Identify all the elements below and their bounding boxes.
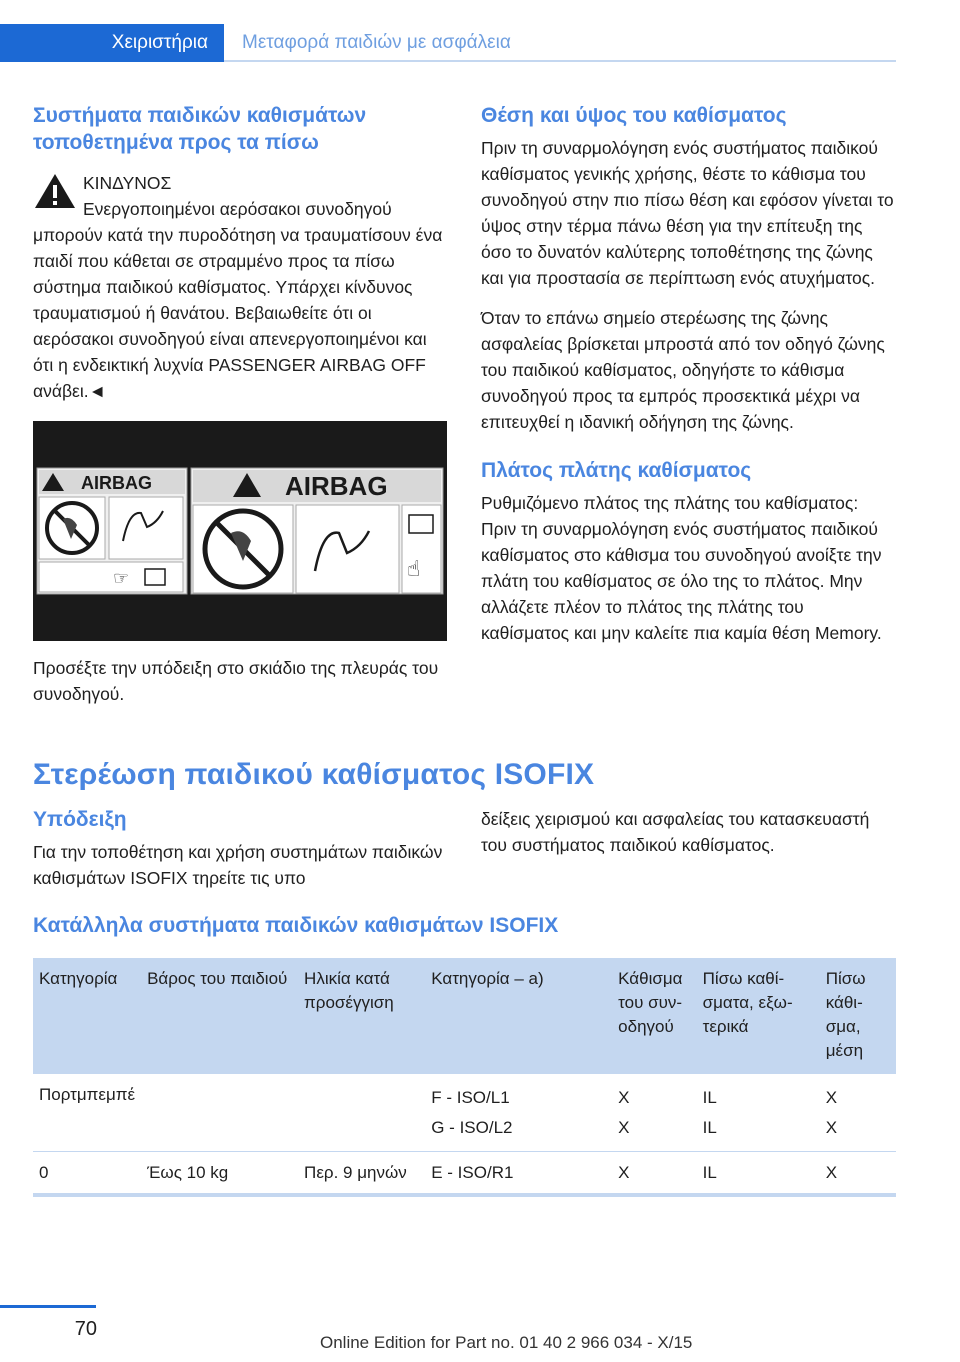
cell-age (298, 1074, 425, 1152)
note-text-left: Για την τοποθέτηση και χρήση συστημάτων παιδικών καθισμάτων ISOFIX τηρείτε τις υπο (33, 842, 443, 888)
cell-weight (141, 1074, 298, 1152)
cell-class-line: G - ISO/L2 (431, 1118, 513, 1137)
table-header-row (33, 958, 896, 1074)
cell-class (425, 1074, 612, 1152)
svg-text:☞: ☞ (113, 568, 130, 589)
column-header: Κατηγορία – a) (425, 958, 612, 1074)
table-row (33, 1152, 896, 1196)
cell-rear-middle-line: X (825, 1118, 838, 1137)
cell-rear-middle-line: X (825, 1088, 838, 1107)
backrest-width-paragraph: Ρυθμιζόμενο πλάτος της πλάτης του καθίσματος: Πριν τη συναρμολόγηση ενός συστήματος παιδικού καθίσματος στο κάθισμα του συνοδηγού ανοίξτε την πλάτη του καθίσματος σε όλο της το πλάτος. Μην αλλάζετε πλέον το πλάτος της πλάτης του καθίσματος και μην καλείτε πια καμία θέση Memory. (481, 493, 882, 643)
cell-class-line: F - ISO/L1 (431, 1088, 510, 1107)
airbag-label-image (33, 421, 447, 641)
cell-passenger: X (612, 1152, 696, 1196)
cell-class: E - ISO/R1 (425, 1152, 612, 1196)
large-airbag-text: AIRBAG (285, 471, 388, 501)
isofix-table-title: Κατάλληλα συστήματα παιδικών καθισμάτων ISOFIX (33, 914, 559, 937)
cell-passenger-line: X (618, 1118, 630, 1137)
svg-text:☝: ☝ (407, 557, 421, 582)
isofix-table (33, 958, 896, 1197)
cell-rear-outer-line: IL (702, 1118, 717, 1137)
isofix-note-continued (481, 806, 895, 858)
note-heading: Υπόδειξη (33, 808, 127, 831)
column-header: Κάθισμα του συνοδηγού (612, 958, 696, 1074)
cell-rear-middle (820, 1074, 896, 1152)
page-header (0, 24, 896, 62)
warning-first-line: Ενεργοποιημένοι αερόσακοι συνοδηγού (83, 199, 392, 219)
caption-text: Προσέξτε την υπόδειξη στο σκιάδιο της πλευράς του συνοδηγού. (33, 658, 439, 704)
belt-guide-paragraph: Όταν το επάνω σημείο στερέωσης της ζώνης ασφαλείας βρίσκεται μπροστά από τον οδηγό ζώνης του παιδικού καθίσματος, οδηγήστε το κάθισμα συνοδηγού προς τα εμπρός προσεκτικά μέχρι να επιτευχθεί η ιδανική οδήγηση της ζώνης. (481, 308, 885, 432)
small-airbag-text: AIRBAG (81, 473, 152, 493)
image-caption (33, 655, 447, 707)
tab-controls[interactable]: Χειριστήρια (0, 24, 224, 62)
cell-age: Περ. 9 μηνών (298, 1152, 425, 1196)
cell-category: Πορτμπεμπέ (33, 1074, 141, 1152)
seat-position-paragraph: Πριν τη συναρμολόγηση ενός συστήματος παιδικού καθίσματος γενικής χρήσης, θέστε το κάθισμα του συνοδηγού στην πιο πίσω θέση και εφόσον γίνεται το ύψος στην τέρμα πάνω θέση για την επίτευξη της όσο το δυνατόν καλύτερης τοποθέτησης της ζώνης και για προστασία σε περίπτωση ενός ατυχήματος. (481, 138, 894, 288)
isofix-note (33, 806, 447, 891)
left-column (33, 102, 447, 404)
cell-passenger (612, 1074, 696, 1152)
danger-warning (33, 170, 447, 404)
cell-category: 0 (33, 1152, 141, 1196)
cell-weight: Έως 10 kg (141, 1152, 298, 1196)
cell-rear-middle: X (820, 1152, 896, 1196)
cell-rear-outer: IL (697, 1152, 820, 1196)
column-header: Βάρος του παιδιού (141, 958, 298, 1074)
warning-title: ΚΙΝΔΥΝΟΣ (83, 173, 172, 193)
note-text-right: δείξεις χειρισμού και ασφαλείας του κατασκευαστή του συστήματος παιδικού καθίσματος. (481, 809, 870, 855)
tab-section-title[interactable]: Μεταφορά παιδιών με ασφάλεια (224, 24, 896, 62)
warning-body: μπορούν κατά την πυροδότηση να τραυματίσουν ένα παιδί που κάθεται σε στραμμένο προς τα πίσω σύστημα παιδικού καθίσματος. Υπάρχει κίνδυνος τραυματισμού ή θανάτου. Βεβαιωθείτε ότι οι αερόσακοι συνοδηγού είναι απενεργοποιημένοι και ότι η ενδεικτική λυχνία PASSENGER AIRBAG OFF ανάβει.◄ (33, 225, 443, 401)
column-header: Ηλικία κατά προσέγγιση (298, 958, 425, 1074)
footer-edition: Online Edition for Part no. 01 40 2 966 034 - X/15 (320, 1333, 693, 1352)
column-header: Πίσω κάθισμα, μέση (820, 958, 896, 1074)
cell-passenger-line: X (618, 1088, 630, 1107)
table-row (33, 1074, 896, 1152)
header-divider (224, 60, 896, 62)
page-number: 70 (74, 1318, 97, 1340)
footer-accent-bar (0, 1305, 96, 1308)
column-header: Κατηγορία (33, 958, 141, 1074)
warning-triangle-icon (33, 172, 77, 210)
cell-rear-outer (697, 1074, 820, 1152)
cell-rear-outer-line: IL (702, 1088, 717, 1107)
rear-facing-heading: Συστήματα παιδικών καθισμάτων τοποθετημένα προς τα πίσω (33, 104, 367, 154)
seat-position-heading: Θέση και ύψος του καθίσματος (481, 104, 787, 127)
backrest-width-heading: Πλάτος πλάτης καθίσματος (481, 459, 752, 482)
isofix-title: Στερέωση παιδικού καθίσματος ISOFIX (33, 758, 595, 791)
column-header: Πίσω καθίσματα, εξωτερικά (697, 958, 820, 1074)
right-column (481, 102, 895, 646)
